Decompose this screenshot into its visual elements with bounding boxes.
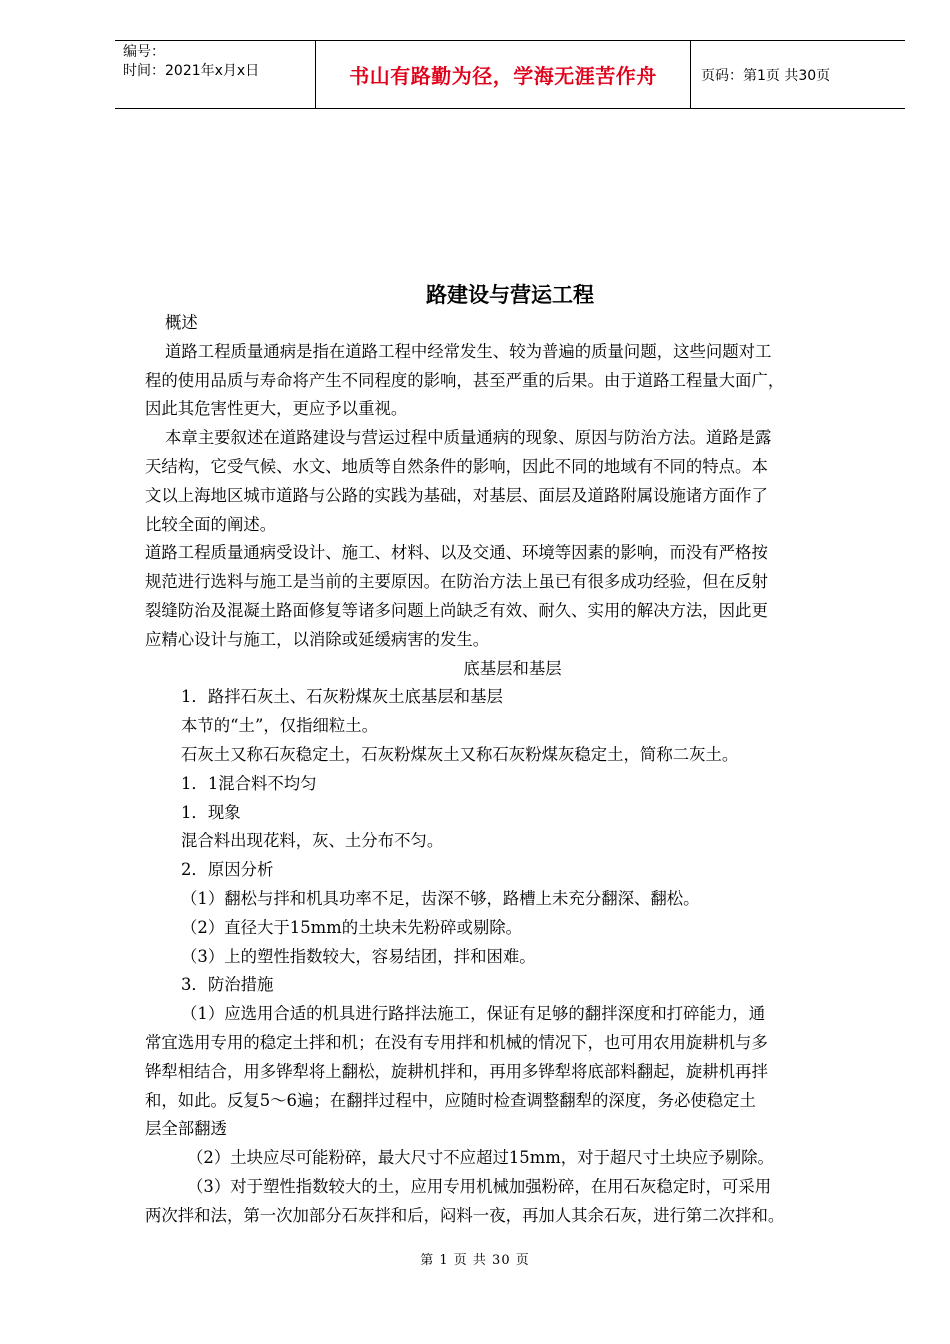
list-item: （3）上的塑性指数较大，容易结团，拌和困难。 (181, 946, 536, 966)
section-heading: 概述 (165, 313, 198, 332)
subsection-heading: 3．防治措施 (181, 975, 274, 995)
list-item: （1）翻松与拌和机具功率不足，齿深不够，路槽上未充分翻深、翻松。 (181, 888, 700, 908)
number-label: 编号： (123, 44, 165, 60)
header-page-info: 页码：第1页 共30页 (701, 67, 831, 84)
paragraph-line: 程的使用品质与寿命将产生不同程度的影响，甚至严重的后果。由于道路工程量大面广， (145, 370, 785, 390)
paragraph-line: 本章主要叙述在道路建设与营运过程中质量通病的现象、原因与防治方法。道路是露 (165, 428, 772, 448)
paragraph-line: 比较全面的阐述。 (145, 514, 277, 534)
paragraph-line: 常宜选用专用的稳定土拌和机；在没有专用拌和机械的情况下，也可用农用旋耕机与多 (145, 1032, 768, 1052)
paragraph-line: 层全部翻透 (145, 1119, 227, 1139)
paragraph-line: 应精心设计与施工，以消除或延缓病害的发生。 (145, 629, 490, 649)
header-motto: 书山有路勤为径，学海无涯苦作舟 (315, 41, 691, 108)
subsection-heading: 1．路拌石灰土、石灰粉煤灰土底基层和基层 (181, 687, 503, 707)
document-body (145, 309, 880, 1231)
paragraph-line: 道路工程质量通病是指在道路工程中经常发生、较为普遍的质量问题，这些问题对工 (165, 341, 772, 361)
subsection-heading: 1．现象 (181, 802, 241, 822)
paragraph-line: 道路工程质量通病受设计、施工、材料、以及交通、环境等因素的影响，而没有严格按 (145, 543, 768, 563)
paragraph-line: 混合料出现花料，灰、土分布不匀。 (181, 831, 444, 851)
paragraph-line: 石灰土又称石灰稳定土，石灰粉煤灰土又称石灰粉煤灰稳定土，简称二灰土。 (181, 744, 739, 764)
subsection-heading: 2．原因分析 (181, 860, 274, 880)
list-item: （2）直径大于15mm的土块未先粉碎或剔除。 (181, 917, 523, 937)
list-item: （3）对于塑性指数较大的土，应用专用机械加强粉碎，在用石灰稳定时，可采用 (187, 1176, 772, 1196)
page-header (115, 40, 905, 109)
paragraph-line: 裂缝防治及混凝土路面修复等诸多问题上尚缺乏有效、耐久、实用的解决方法，因此更 (145, 600, 768, 620)
section-heading: 底基层和基层 (463, 658, 562, 678)
time-label: 时间：2021年x月x日 (123, 63, 260, 79)
paragraph-line: 规范进行选料与施工是当前的主要原因。在防治方法上虽已有很多成功经验，但在反射 (145, 572, 768, 592)
paragraph-line: 铧犁相结合，用多铧犁将上翻松，旋耕机拌和，再用多铧犁将底部料翻起，旋耕机再拌 (145, 1061, 768, 1081)
document-title: 路建设与营运工程 (426, 282, 594, 307)
page-footer: 第 1 页 共 30 页 (420, 1253, 530, 1268)
list-item: （2）土块应尽可能粉碎，最大尺寸不应超过15mm，对于超尺寸土块应予剔除。 (187, 1148, 774, 1168)
paragraph-line: 文以上海地区城市道路与公路的实践为基础，对基层、面层及道路附属设施诸方面作了 (145, 485, 768, 505)
subsection-heading: 1．1混合料不均匀 (181, 773, 317, 793)
paragraph-line: 和，如此。反复5～6遍；在翻拌过程中，应随时检查调整翻犁的深度，务必使稳定土 (145, 1090, 756, 1110)
header-meta (115, 41, 315, 108)
paragraph-line: 本节的“土”，仅指细粒土。 (181, 716, 379, 736)
paragraph-line: 两次拌和法，第一次加部分石灰拌和后，闷料一夜，再加人其余石灰，进行第二次拌和。 (145, 1205, 785, 1225)
list-item: （1）应选用合适的机具进行路拌法施工，保证有足够的翻拌深度和打碎能力，通 (181, 1004, 766, 1024)
paragraph-line: 天结构，它受气候、水文、地质等自然条件的影响，因此不同的地域有不同的特点。本 (145, 456, 768, 476)
paragraph-line: 因此其危害性更大，更应予以重视。 (145, 399, 408, 419)
